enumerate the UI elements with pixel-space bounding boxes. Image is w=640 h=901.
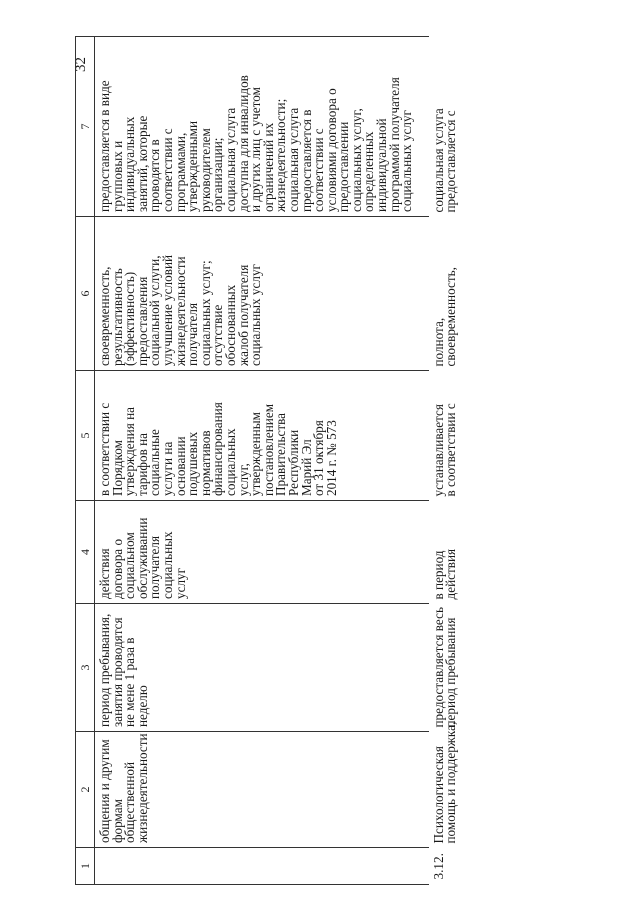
- service-name: общения и другим формам общественной жизнедеятельности: [95, 732, 429, 848]
- col-header-2: 2: [76, 732, 95, 848]
- service-tariff: в соответствии с Порядком утверждения на тарифов на социальные услуги на основании подушевых нормативов финансирования социальных услуг, утвержденным постановлением Правительства Республики Марий Эл от 31 октября 2014 г. № 573: [95, 371, 429, 501]
- row-number: 3.12.: [430, 853, 446, 880]
- service-name: Психологическая помощь и поддержка,: [430, 721, 459, 844]
- col-header-5: 5: [76, 371, 95, 501]
- row-number: [95, 848, 429, 885]
- service-term: в период действия: [430, 548, 459, 600]
- service-conditions: социальная услуга предоставляется с: [430, 108, 459, 213]
- col-header-7: 7: [76, 37, 95, 217]
- col-header-4: 4: [76, 501, 95, 604]
- table-row: [95, 37, 429, 885]
- service-quality: полнота, своевременность,: [430, 267, 459, 367]
- page-number: 32: [73, 57, 89, 72]
- col-header-3: 3: [76, 604, 95, 732]
- col-header-1: 1: [76, 848, 95, 885]
- service-term: действия договора о социальном обслуживании получателя социальных услуг: [95, 501, 429, 604]
- service-period: период пребывания, занятия проводятся не мене 1 раза в неделю: [95, 604, 429, 732]
- service-period: предоставляется весь период пребывания: [430, 607, 459, 728]
- table-row: [429, 37, 469, 885]
- service-tariff: устанавливается в соответствии с: [430, 403, 459, 497]
- service-conditions: предоставляется в виде групповых и индивидуальных занятий, которые проводятся в соответствии с программами, утвержденными руководителем организации; социальная услуга доступна для инвалидов и других лиц с учетом ограничений их жизнедеятельности; социальная услуга предоставляется в соответствии с условиями договора о предоставлении социальных услуг, определенных индивидуальной программой получателя социальных услуг: [95, 37, 429, 217]
- col-header-6: 6: [76, 217, 95, 371]
- services-table: [75, 36, 469, 885]
- rotated-table-wrapper: [75, 37, 543, 885]
- service-quality: своевременность, результативность (эффективность) предоставления социальной услуги, улучшение условий жизнедеятельности получателя социальных услуг; отсутствие обоснованных жалоб получателя социальных услуг: [95, 217, 429, 371]
- column-number-row: [76, 37, 95, 885]
